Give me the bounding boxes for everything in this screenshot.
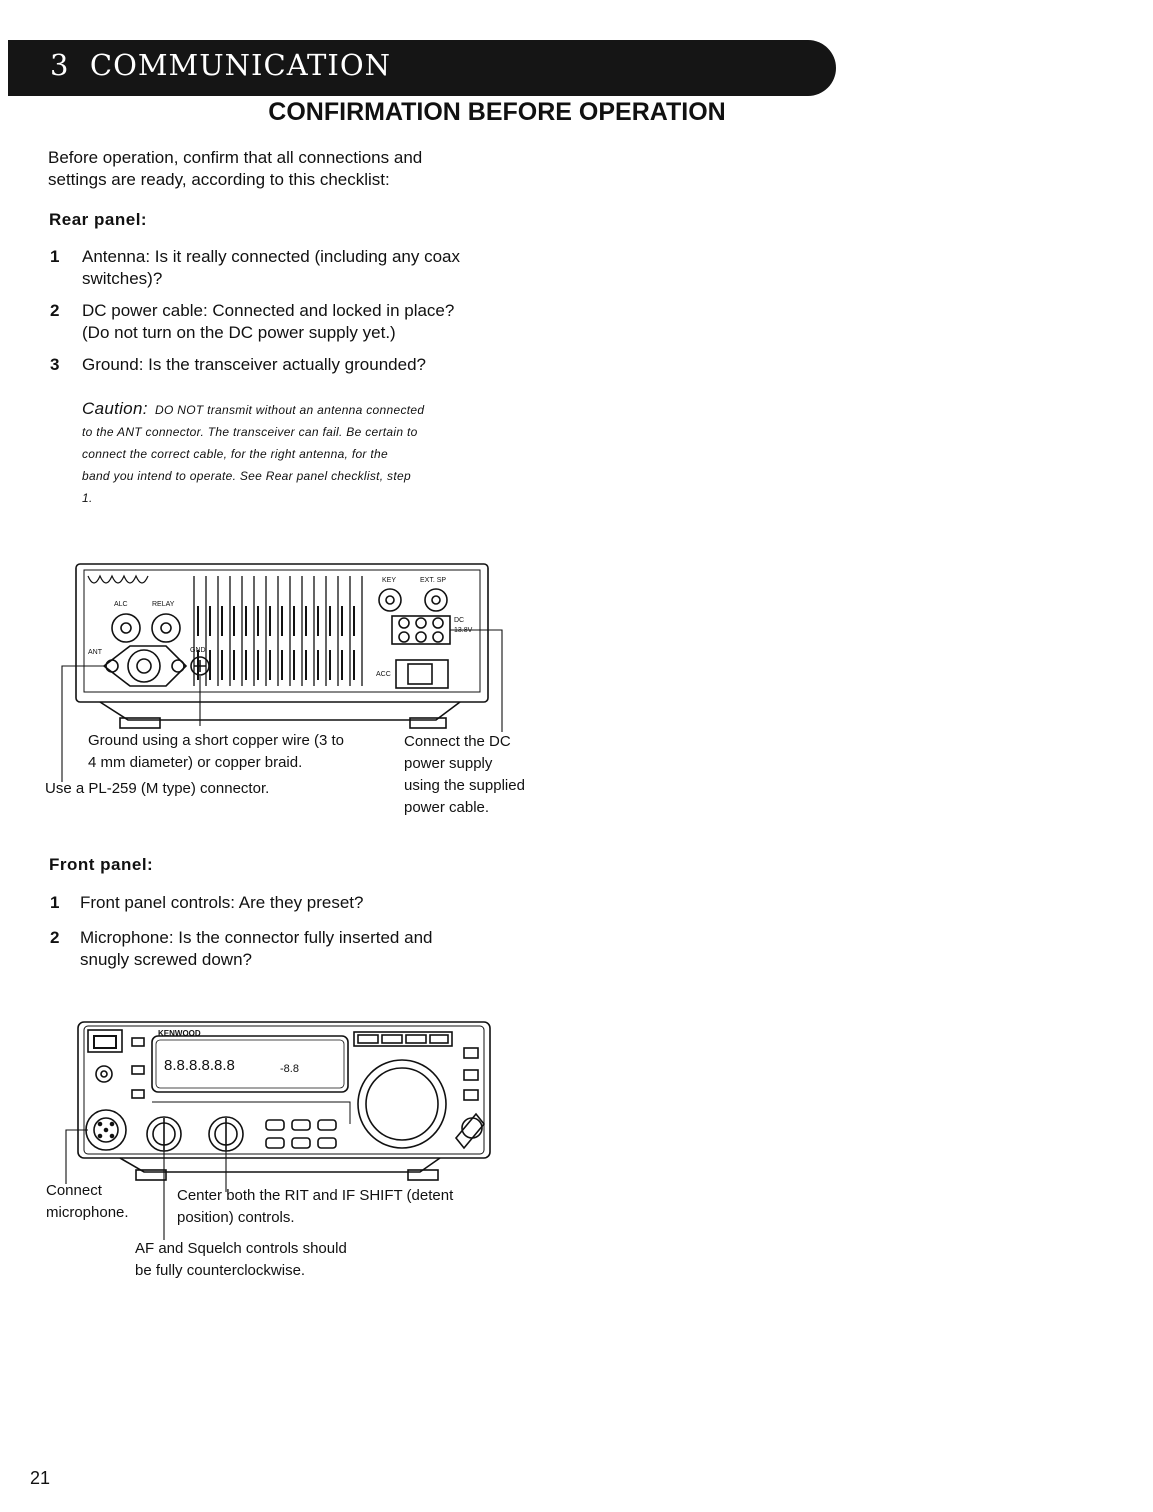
- mic-leader: [66, 1130, 88, 1184]
- heatsink-fins: [194, 576, 362, 686]
- rear-item-number: 2: [50, 301, 60, 320]
- alc-jack: [112, 614, 140, 642]
- ant-connector: [104, 646, 186, 686]
- rear-item-line: (Do not turn on the DC power supply yet.): [82, 323, 396, 342]
- callout-line: using the supplied: [404, 777, 525, 794]
- callout-line: Connect: [46, 1182, 102, 1199]
- dc-callout: [404, 731, 525, 819]
- chapter-title: COMMUNICATION: [89, 48, 392, 82]
- front-item-number: 1: [50, 893, 60, 912]
- brand-label: KENWOOD: [158, 1029, 201, 1038]
- key-jack: [379, 589, 401, 611]
- front-item-number: 2: [50, 928, 60, 947]
- ext-sp-jack: [425, 589, 447, 611]
- section-title-text: CONFIRMATION BEFORE OPERATION: [268, 98, 726, 126]
- front-panel-heading: Front panel:: [49, 855, 154, 874]
- callout-line: Ground using a short copper wire (3 to: [88, 732, 344, 749]
- callout-line: Connect the DC: [404, 733, 511, 750]
- caution-line: to the ANT connector. The transceiver can fail. Be certain to: [82, 425, 418, 439]
- rear-item: [82, 300, 454, 344]
- af-callout: [135, 1238, 347, 1282]
- rear-item-number: 3: [50, 355, 60, 374]
- caution-label: Caution:: [82, 399, 148, 418]
- callout-line: 4 mm diameter) or copper braid.: [88, 754, 303, 771]
- rear-item-line: switches)?: [82, 269, 163, 288]
- caution-line: DO NOT transmit without an antenna connected: [155, 403, 425, 417]
- dc-voltage-label: 13.8V: [454, 627, 473, 634]
- phones-jack: [96, 1066, 112, 1082]
- intro-paragraph: [48, 147, 422, 191]
- ant-label: ANT: [88, 649, 102, 656]
- key-label: KEY: [382, 577, 397, 584]
- rear-item-line: Ground: Is the transceiver actually grounded?: [82, 355, 426, 374]
- ext-sp-label: EXT. SP: [420, 577, 447, 584]
- chapter-number: 3: [50, 48, 70, 82]
- caution-line: connect the correct cable, for the right antenna, for the: [82, 447, 388, 461]
- callout-line: Center both the RIT and IF SHIFT (detent: [177, 1187, 454, 1204]
- section-title: [0, 98, 1000, 127]
- ground-callout: [88, 730, 344, 774]
- front-item: [80, 927, 432, 971]
- caution-note: [82, 398, 502, 509]
- callout-line: AF and Squelch controls should: [135, 1240, 347, 1257]
- front-base: [120, 1158, 440, 1172]
- relay-label: RELAY: [152, 601, 175, 608]
- alc-label: ALC: [114, 601, 128, 608]
- callout-line: microphone.: [46, 1204, 129, 1221]
- rear-item: [82, 246, 460, 290]
- rear-item-line: Antenna: Is it really connected (including any coax: [82, 247, 461, 266]
- front-item: [80, 892, 364, 914]
- front-item-line: Front panel controls: Are they preset?: [80, 893, 364, 912]
- connector-callout: Use a PL-259 (M type) connector.: [45, 780, 270, 797]
- front-item-line: snugly screwed down?: [80, 950, 252, 969]
- callout-line: position) controls.: [177, 1209, 295, 1226]
- rear-panel-heading: Rear panel:: [49, 210, 148, 229]
- intro-line: Before operation, confirm that all connections and: [48, 148, 423, 167]
- display-digits: 8.8.8.8.8.8: [164, 1057, 235, 1074]
- acc-label: ACC: [376, 671, 391, 678]
- display-sub-digits: -8.8: [280, 1063, 299, 1075]
- callout-line: power supply: [404, 755, 493, 772]
- main-tuning-knob: [358, 1060, 446, 1148]
- callout-line: power cable.: [404, 799, 490, 816]
- caution-line: band you intend to operate. See Rear panel checklist, step: [82, 469, 411, 483]
- front-item-line: Microphone: Is the connector fully inserted and: [80, 928, 433, 947]
- chapter-heading: [50, 48, 391, 82]
- intro-line: settings are ready, according to this checklist:: [48, 170, 390, 189]
- callout-line: be fully counterclockwise.: [135, 1262, 306, 1279]
- dc-label: DC: [454, 617, 465, 624]
- relay-jack: [152, 614, 180, 642]
- rear-item-number: 1: [50, 247, 60, 266]
- rear-item-line: DC power cable: Connected and locked in place?: [82, 301, 455, 320]
- power-switch: [94, 1036, 116, 1048]
- mic-callout: [46, 1180, 129, 1224]
- gnd-label: GND: [190, 647, 206, 654]
- rit-callout: [177, 1185, 453, 1229]
- page-number: 21: [30, 1468, 51, 1488]
- caution-line: 1.: [82, 491, 93, 505]
- rear-item: [82, 354, 426, 376]
- dc-leader: [450, 630, 502, 732]
